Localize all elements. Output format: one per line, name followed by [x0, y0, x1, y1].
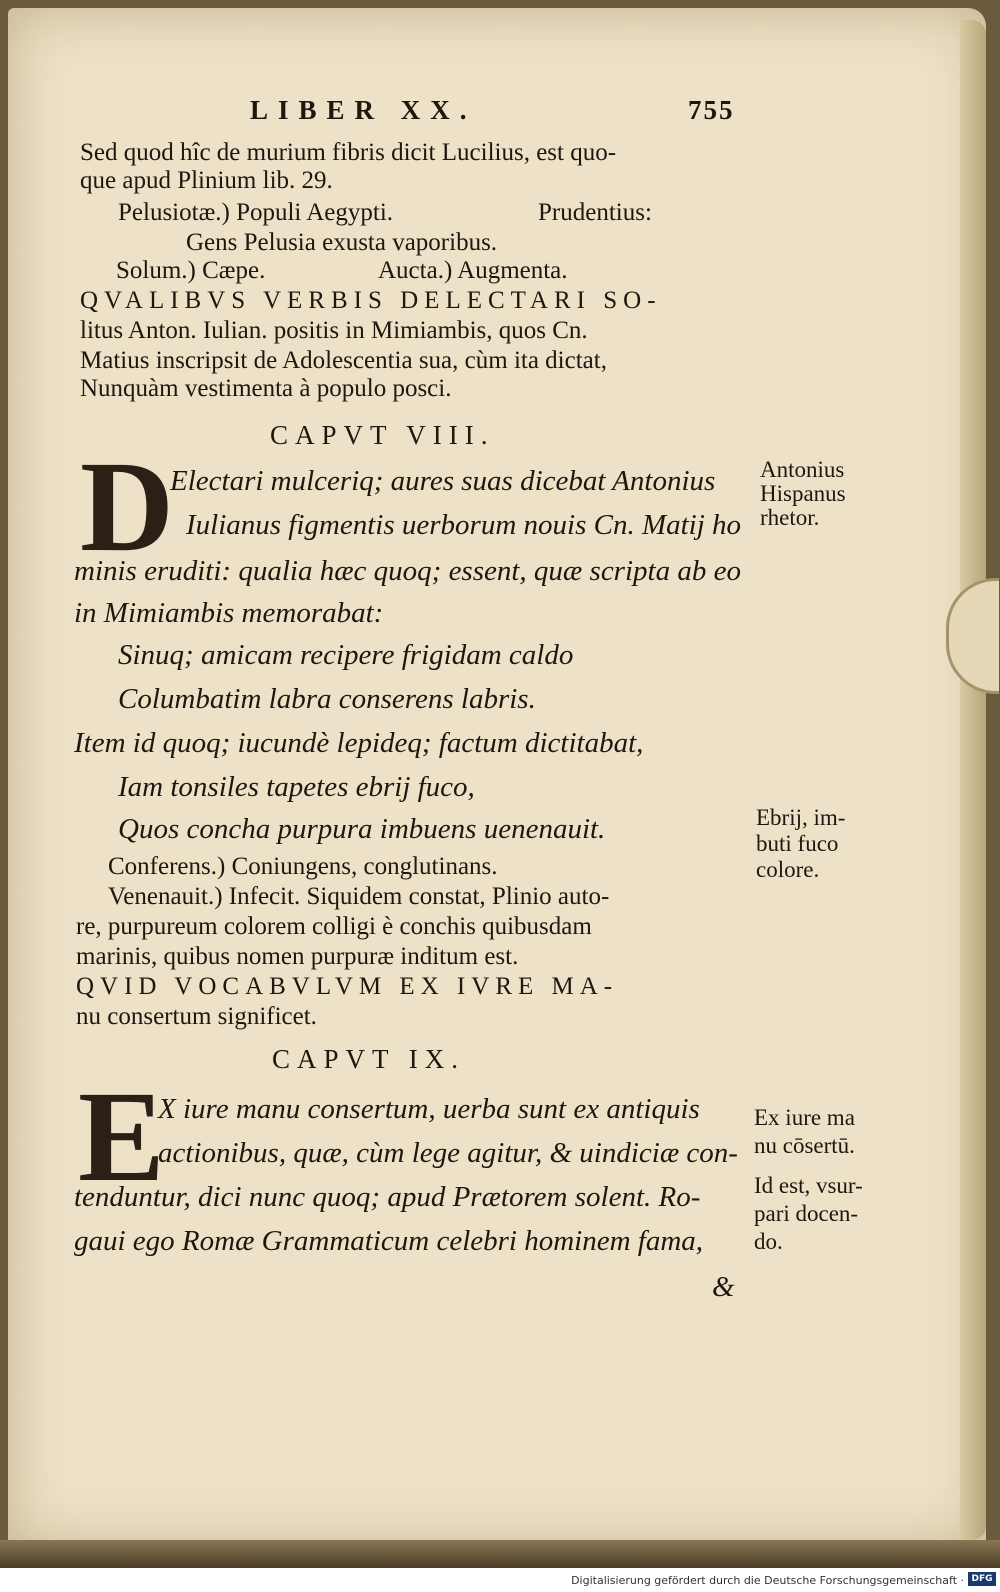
note-line: Conferens.) Coniungens, conglutinans.: [108, 853, 498, 880]
chapter-summary: litus Anton. Iulian. positis in Mimiambis, quos Cn.: [80, 317, 588, 344]
chapter-summary: Matius inscripsit de Adolescentia sua, cùm ita dictat,: [80, 347, 607, 374]
text-line: Electari mulceriq; aures suas dicebat Antonius: [170, 465, 716, 497]
chapter-heading: CAPVT IX.: [272, 1044, 466, 1074]
text-line: gaui ego Romæ Grammaticum celebri hominem fama,: [74, 1225, 704, 1257]
marginal-note: colore.: [756, 857, 820, 882]
verse-line: Quos concha purpura imbuens uenenauit.: [118, 813, 606, 845]
verse-line: Sinuq; amicam recipere frigidam caldo: [118, 639, 574, 671]
chapter-heading: CAPVT VIII.: [270, 420, 495, 450]
marginal-note: Hispanus: [760, 481, 846, 506]
chapter-summary: Nunquàm vestimenta à populo posci.: [80, 375, 452, 402]
marginal-note: Antonius: [760, 457, 845, 482]
text-line: que apud Plinium lib. 29.: [80, 167, 333, 194]
marginal-note: pari docen-: [754, 1201, 859, 1226]
marginal-note: Ex iure ma: [754, 1105, 855, 1130]
verse-line: Columbatim labra conserens labris.: [118, 683, 536, 715]
text-line: minis eruditi: qualia hæc quoq; essent, quæ scripta ab eo: [74, 555, 741, 587]
note-line: re, purpureum colorem colligi è conchis quibusdam: [76, 913, 592, 940]
text-line: Aucta.) Augmenta.: [378, 257, 568, 284]
chapter-summary: nu consertum significet.: [76, 1003, 317, 1030]
drop-cap: D: [80, 435, 174, 579]
footer-bar: [0, 1568, 1000, 1592]
marginal-note: do.: [754, 1229, 783, 1254]
note-line: Venenauit.) Infecit. Siquidem constat, Plinio auto-: [108, 883, 610, 910]
verse-line: Iam tonsiles tapetes ebrij fuco,: [118, 771, 475, 803]
verse-line: Gens Pelusia exusta vaporibus.: [186, 229, 498, 256]
text-line: Sed quod hîc de murium fibris dicit Lucilius, est quo-: [80, 139, 617, 166]
text-line: Pelusiotæ.) Populi Aegypti.: [118, 199, 394, 226]
marginal-note: rhetor.: [760, 505, 820, 530]
marginal-note: buti fuco: [756, 831, 839, 856]
chapter-summary: QVALIBVS VERBIS DELECTARI SO-: [80, 287, 662, 314]
running-head: LIBER XX.: [250, 95, 477, 125]
page-number: 755: [688, 95, 735, 125]
text-line: Item id quoq; iucundè lepideq; factum dictitabat,: [74, 727, 644, 759]
funding-credit: Digitalisierung gefördert durch die Deutsche Forschungsgemeinschaft ·: [571, 1574, 964, 1587]
text-line: Prudentius:: [538, 199, 652, 226]
catchword: &: [712, 1271, 735, 1303]
text-line: tenduntur, dici nunc quoq; apud Prætorem solent. Ro-: [74, 1181, 701, 1213]
marginal-note: nu cōsertū.: [754, 1133, 855, 1158]
dfg-logo: DFG: [968, 1572, 996, 1586]
text-line: in Mimiambis memorabat:: [74, 597, 384, 629]
drop-cap: E: [78, 1065, 165, 1209]
text-line: Solum.) Cæpe.: [116, 257, 266, 284]
chapter-summary: QVID VOCABVLVM EX IVRE MA-: [76, 973, 619, 1000]
note-line: marinis, quibus nomen purpuræ inditum est.: [76, 943, 519, 970]
text-line: X iure manu consertum, uerba sunt ex antiquis: [158, 1093, 700, 1125]
marginal-note: Id est, vsur-: [754, 1173, 863, 1198]
text-line: Iulianus figmentis uerborum nouis Cn. Matij ho: [186, 509, 742, 541]
marginal-note: Ebrij, im-: [756, 805, 846, 830]
text-line: actionibus, quæ, cùm lege agitur, & uindiciæ con-: [158, 1137, 738, 1169]
